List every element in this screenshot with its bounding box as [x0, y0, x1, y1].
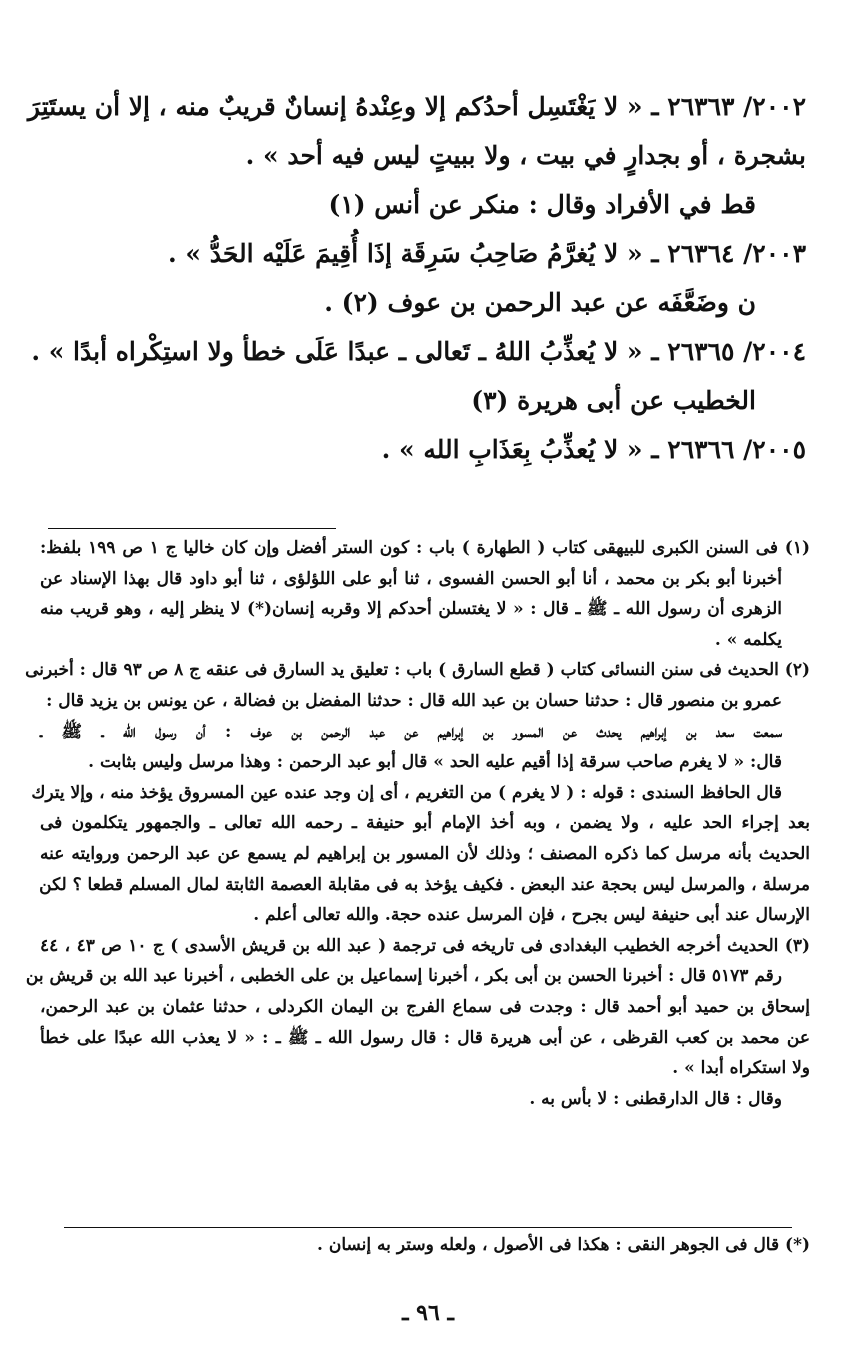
footnote-1-line: أخبرنا أبو بكر بن محمد ، أنا أبو الحسن الفسوى ، ثنا أبو على اللؤلؤى ، ثنا أبو داود قال بهذا الإسناد عن	[40, 568, 782, 589]
star-note-text: (*) قال فى الجوهر النقى : هكذا فى الأصول ، ولعله وستر به إنسان .	[317, 1235, 810, 1255]
footnote-1-line: يكلمه » .	[714, 629, 782, 650]
page-number: ـ ٩٦ ـ	[402, 1300, 454, 1326]
footnote-2-line: قال الحافظ السندى : قوله : ( لا يغرم ) من التغريم ، أى إن وجد عنده عين المسروق يؤخذ منه ، وإلا يترك	[31, 782, 782, 803]
hadith-entries	[27, 92, 806, 484]
star-note-divider	[64, 1227, 792, 1228]
footnote-2-line: قال: « لا يغرم صاحب سرقة إذا أقيم عليه الحد » قال أبو عبد الرحمن : وهذا مرسل وليس بثابت .	[88, 752, 782, 773]
star-note	[40, 1235, 810, 1266]
hadith-2005-text: ٢٠٠٥/ ٢٦٣٦٦ ـ « لا يُعذِّبُ بِعَذَابِ الله » .	[381, 435, 806, 464]
footnote-2-line: سمعت سعد بن إبراهيم يحدث عن المسور بن إبراهيم عن عبد الرحمن بن عوف : أن رسول الله ـ ﷺ ـ	[40, 721, 783, 742]
hadith-2002-source: قط في الأفراد وقال : منكر عن أنس (١)	[328, 190, 756, 219]
footnote-2-line: بعد إجراء الحد عليه ، ولا يضمن ، وبه أخذ الإمام أبو حنيفة ـ رحمه الله تعالى ـ والجمهور يتكلمون فى	[40, 813, 810, 834]
footnote-2-line: (٢) الحديث فى سنن النسائى كتاب ( قطع السارق ) باب : تعليق يد السارق فى عنقه ج ٨ ص ٩٣ قال : أخبرنى	[25, 660, 810, 681]
footnote-3-line: ولا استكراه أبدا » .	[672, 1058, 810, 1079]
hadith-2004-text: ٢٠٠٤/ ٢٦٣٦٥ ـ « لا يُعذِّبُ اللهُ ـ تَعالى ـ عبدًا عَلَى خطأ ولا استِكْراه أبدًا » .	[31, 337, 806, 366]
footnote-2-line: عمرو بن منصور قال : حدثنا حسان بن عبد الله قال : حدثنا المفضل بن فضالة ، عن يونس بن يزيد قال :	[46, 690, 782, 711]
footnotes	[25, 538, 811, 1119]
footnote-2-line: مرسلة ، والمرسل ليس بحجة عند البعض . فكيف يؤخذ به فى مقابلة العصمة الثابتة لمال المسلم قطعا ؟ لكن	[39, 874, 810, 895]
hadith-2003-source: ن وضَعَّفَه عن عبد الرحمن بن عوف (٢) .	[324, 288, 756, 317]
hadith-2002-line-2: بشجرة ، أو بجدارٍ في بيت ، ولا ببيتٍ ليس فيه أحد » .	[245, 141, 806, 170]
footnote-3-line: إسحاق بن حميد أبو أحمد قال : وجدت فى سماع الفرج بن اليمان الكردلى ، حدثنا عثمان بن عبد الرحمن،	[40, 996, 810, 1017]
footnote-3-line: (٣) الحديث أخرجه الخطيب البغدادى فى تاريخه فى ترجمة ( عبد الله بن قريش الأسدى ) ج ١٠ ص ٤٣ ، ٤٤	[40, 935, 810, 956]
hadith-2002-line-1: ٢٠٠٢/ ٢٦٣٦٣ ـ « لا يَغْتَسِل أحدُكم إلا وعِنْدهُ إنسانٌ قريبٌ منه ، إلا أن يستَتِرَ	[27, 92, 806, 121]
footnote-divider	[48, 528, 336, 529]
footnote-3-line: عن محمد بن كعب القرظى ، عن أبى هريرة قال : قال رسول الله ـ ﷺ ـ : « لا يعذب الله عبدًا على خطأ	[40, 1027, 810, 1048]
hadith-2003-text: ٢٠٠٣/ ٢٦٣٦٤ ـ « لا يُغرَّمُ صَاحِبُ سَرِقَة إذَا أُقِيمَ عَلَيْه الحَدُّ » .	[168, 239, 806, 268]
footnote-2-line: الحديث بأنه مرسل كما ذكره المصنف ؛ وذلك لأن المسور بن إبراهيم لم يسمع عن عبد الرحمن وروايته عنه	[40, 843, 810, 864]
hadith-2004-source: الخطيب عن أبى هريرة (٣)	[471, 386, 756, 415]
footnote-1-line: الزهرى أن رسول الله ـ ﷺ ـ قال : « لا يغتسلن أحدكم إلا وقربه إنسان(*) لا ينظر إليه ، وهو قريب منه	[40, 599, 782, 620]
footnote-3-line: رقم ٥١٧٣ قال : أخبرنا الحسن بن أبى بكر ، أخبرنا إسماعيل بن على الخطبى ، أخبرنا عبد الله بن قريش بن	[25, 966, 782, 987]
footnote-3-line: وقال : قال الدارقطنى : لا بأس به .	[529, 1088, 782, 1109]
footnote-2-line: الإرسال عند أبى حنيفة ليس بجرح ، فإن المرسل عنده حجة. والله تعالى أعلم .	[253, 905, 810, 926]
footnote-1-line: (١) فى السنن الكبرى للبيهقى كتاب ( الطهارة ) باب : كون الستر أفضل وإن كان خاليا ج ١ ص ١٩٩ بلفظ:	[40, 538, 811, 558]
